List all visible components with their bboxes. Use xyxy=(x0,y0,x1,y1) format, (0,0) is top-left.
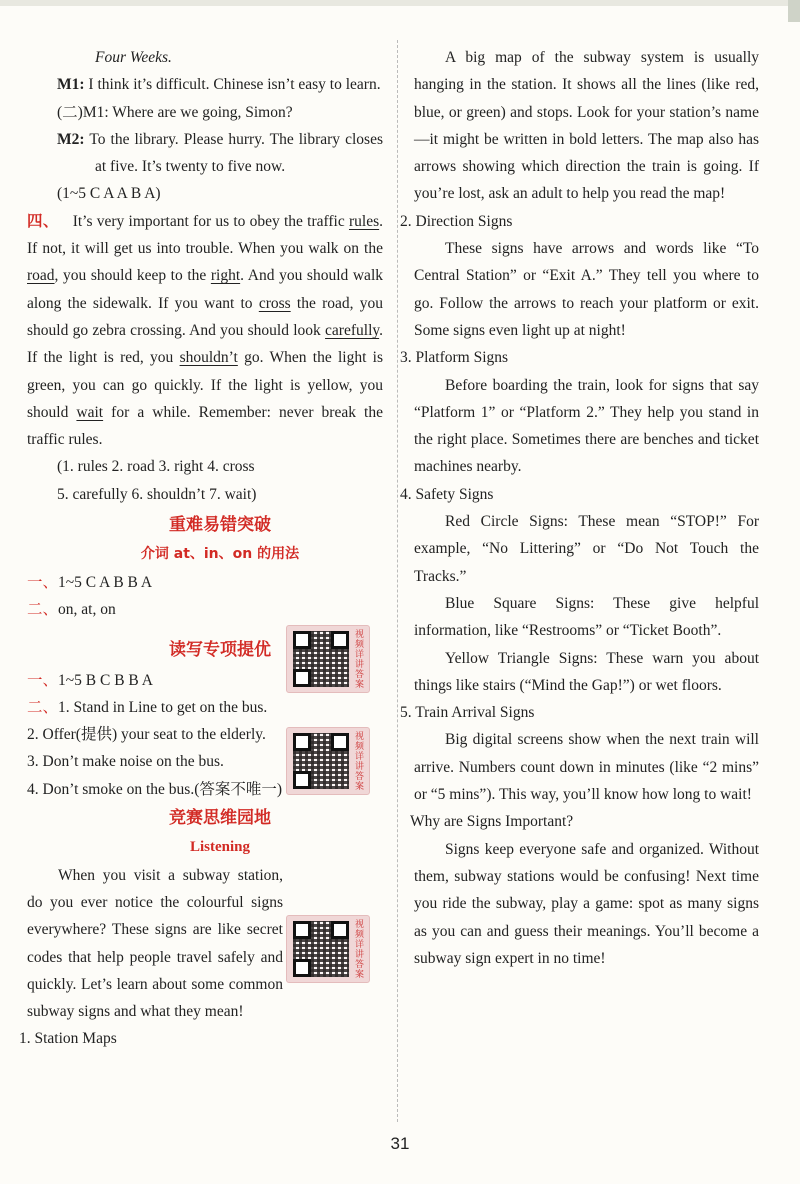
para-red-circle: Red Circle Signs: These mean “STOP!” For example, “No Littering” or “Do Not Touch the Tracks.” xyxy=(414,513,759,585)
blank-cross: cross xyxy=(258,294,291,312)
section-4-label: 四、 xyxy=(27,211,59,230)
section-title-1: 重难易错突破 xyxy=(169,515,271,536)
speaker-m2: M2: xyxy=(57,130,85,148)
para-blue-square: Blue Square Signs: These give helpful information, like “Restrooms” or “Ticket Booth”. xyxy=(414,594,759,640)
heading-station-maps: 1. Station Maps xyxy=(19,1030,117,1048)
part2-text: Where are we going, Simon? xyxy=(112,103,293,121)
intro-paragraph: When you visit a subway station, do you ever notice the colourful signs everywhere? These signs are like secret codes that help people travel safely and quickly. Let’s learn about some common subway signs and what they mean! xyxy=(27,866,283,1021)
s2-line-c: 2. Offer(提供) your seat to the elderly. xyxy=(27,726,266,744)
qr-finder xyxy=(293,669,311,687)
para-why-signs: Signs keep everyone safe and organized. Without them, subway stations would be confusing! Next time you ride the subway, play a game: spot as many signs as you can and guess their meanings. You’ll become a subway sign expert in no time! xyxy=(414,840,759,967)
s4-t5: the road, you should go zebra crossing. And you should look xyxy=(27,294,384,339)
s4-t4: . And you should walk along the sidewalk. If you want to xyxy=(27,267,383,312)
blank-carefully: carefully xyxy=(325,321,380,339)
blank-shouldnt: shouldn’t xyxy=(179,349,238,367)
s2a-label: 一、 xyxy=(27,671,59,689)
qr-label: 视频详讲答案 xyxy=(355,732,365,792)
heading-train-arrival: 5. Train Arrival Signs xyxy=(400,704,535,722)
qr-finder xyxy=(331,631,349,649)
part2-label: (二)M1: xyxy=(57,103,109,121)
line-m2 xyxy=(57,126,383,181)
text-four-weeks: Four Weeks. xyxy=(95,49,172,66)
s4-t8: for a while. Remember: never break the traffic rules. xyxy=(27,403,383,449)
s1-line-b xyxy=(27,596,383,623)
blank-wait: wait xyxy=(76,403,104,421)
right-column xyxy=(400,44,759,972)
qr-finder xyxy=(293,631,311,649)
m1-text: I think it’s difficult. Chinese isn’t easy to learn. xyxy=(88,76,381,94)
blank-rules: rules xyxy=(348,212,380,230)
qr-code-1[interactable] xyxy=(286,625,370,693)
heading-safety-signs: 4. Safety Signs xyxy=(400,485,494,503)
para-platform-signs: Before boarding the train, look for signs that say “Platform 1” or “Platform 2.” They help you stand in the right place. Sometimes there are benches and ticket machines nearby. xyxy=(414,376,759,476)
s1b-label: 二、 xyxy=(27,600,59,618)
s1b-text: on, at, on xyxy=(58,600,116,618)
s2b-text: 1. Stand in Line to get on the bus. xyxy=(58,698,268,716)
heading-why-signs: Why are Signs Important? xyxy=(410,813,574,831)
left-column xyxy=(19,44,384,1053)
qr-code-2[interactable] xyxy=(286,727,370,795)
column-divider xyxy=(397,40,398,1122)
qr-finder xyxy=(293,959,311,977)
para-yellow-triangle: Yellow Triangle Signs: These warn you about things like stairs (“Mind the Gap!”) or wet floors. xyxy=(414,649,759,694)
top-edge-tab xyxy=(788,0,800,22)
s2-line-d: 3. Don’t make noise on the bus. xyxy=(27,753,224,771)
line-m1 xyxy=(57,71,383,98)
m2-text: To the library. Please hurry. The library closes at five. It’s twenty to five now. xyxy=(89,130,383,176)
qr-finder xyxy=(293,733,311,751)
para-station-maps: A big map of the subway system is usually hanging in the station. It shows all the lines (like red, blue, or green) and stops. Look for your station’s name—it might be written in bold letters. The map also has arrows showing which direction the train is going. If you’re lost, ask an adult to help you read the map! xyxy=(414,49,759,203)
para-train-arrival: Big digital screens show when the next train will arrive. Numbers count down in minutes (like “2 mins” or “5 mins”). This way, you’ll know how long to wait! xyxy=(414,731,759,804)
page-number: 31 xyxy=(390,1134,410,1153)
s1-line-a xyxy=(27,569,383,596)
s4-t3: , you should keep to the xyxy=(54,267,211,285)
qr-finder xyxy=(331,733,349,751)
answer-1: (1~5 C A A B A) xyxy=(57,185,161,203)
top-edge xyxy=(0,0,800,6)
s4-t2: . If not, it will get us into trouble. When you walk on the xyxy=(27,212,383,258)
section-title-2: 读写专项提优 xyxy=(169,640,271,661)
s2a-text: 1~5 B C B B A xyxy=(58,671,153,689)
heading-direction-signs: 2. Direction Signs xyxy=(400,212,513,230)
answer-4b: 5. carefully 6. shouldn’t 7. wait) xyxy=(57,485,257,503)
s1a-text: 1~5 C A B B A xyxy=(58,573,153,591)
qr-code-3[interactable] xyxy=(286,915,370,983)
line-part2 xyxy=(57,99,383,126)
s4-t1: It’s very important for us to obey the traffic xyxy=(72,212,349,230)
speaker-m1: M1: xyxy=(57,76,85,94)
s2-line-e: 4. Don’t smoke on the bus.(答案不唯一) xyxy=(27,780,283,798)
subtitle-listening: Listening xyxy=(189,839,250,856)
qr-finder xyxy=(293,771,311,789)
qr-finder xyxy=(293,921,311,939)
heading-platform-signs: 3. Platform Signs xyxy=(400,349,509,367)
qr-label: 视频详讲答案 xyxy=(355,920,365,980)
section-4-passage xyxy=(27,208,383,454)
para-direction-signs: These signs have arrows and words like “To Central Station” or “Exit A.” They tell you where to go. Follow the arrows to reach your platform or exit. Some signs even light up at night! xyxy=(414,240,759,339)
s2-line-b xyxy=(27,694,383,721)
blank-right: right xyxy=(210,267,241,285)
blank-road: road xyxy=(27,267,55,285)
subtitle-1: 介词 at、in、on 的用法 xyxy=(140,546,300,563)
s4-t6: . If the light is red, you xyxy=(27,321,383,367)
qr-finder xyxy=(331,921,349,939)
s4-t7: go. When the light is green, you can go quickly. If the light is yellow, you should xyxy=(27,349,383,421)
s1a-label: 一、 xyxy=(27,573,59,591)
answer-4a: (1. rules 2. road 3. right 4. cross xyxy=(57,458,255,476)
section-title-3: 竞赛思维园地 xyxy=(169,808,271,829)
qr-label: 视频详讲答案 xyxy=(355,630,365,690)
s2b-label: 二、 xyxy=(27,698,59,716)
